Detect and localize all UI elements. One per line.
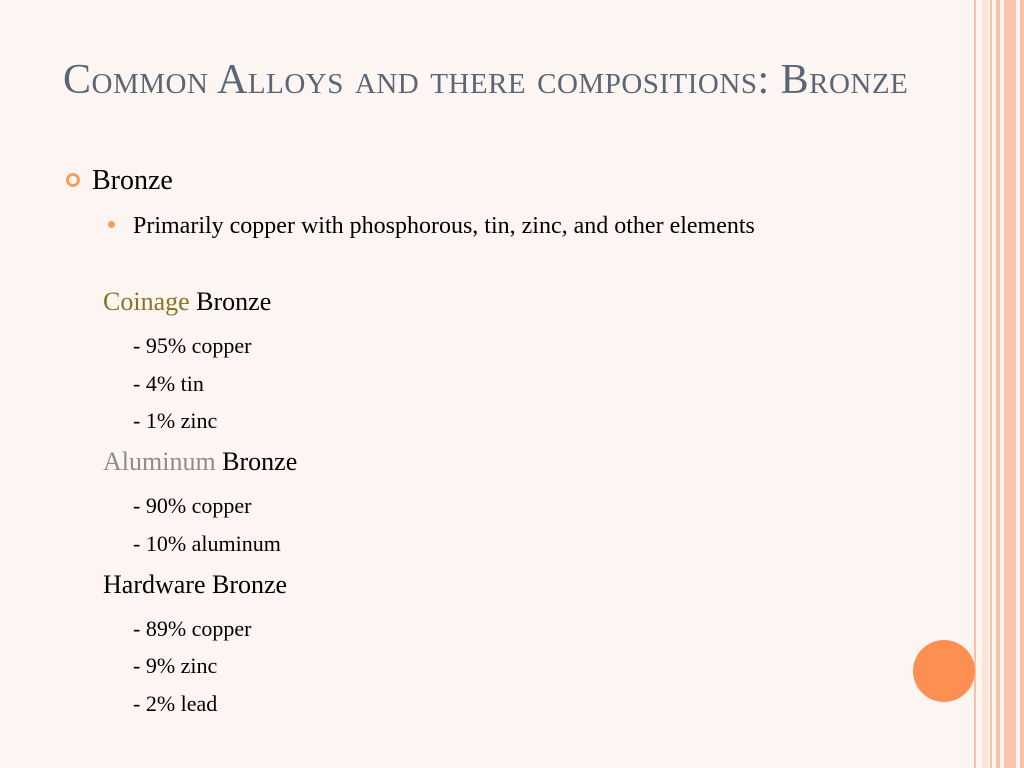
bullet-bronze: Bronze: [92, 165, 173, 196]
component-line: - 10% aluminum: [133, 531, 281, 556]
ring-bullet-icon: [66, 173, 80, 187]
component-line: - 4% tin: [133, 371, 204, 396]
alloy-heading-hardware: Hardware Bronze: [103, 570, 288, 599]
alloy-name-prefix: Coinage: [103, 287, 190, 316]
component-line: - 9% zinc: [133, 653, 218, 678]
component-line: - 1% zinc: [133, 408, 218, 433]
alloy-name-prefix: Aluminum: [103, 447, 216, 476]
component-line: - 95% copper: [133, 333, 252, 358]
dot-bullet-icon: [108, 221, 115, 228]
slide-title: Common Alloys and there compositions: Bronze: [63, 57, 909, 103]
alloy-name-suffix: Bronze: [196, 287, 272, 316]
component-line: - 90% copper: [133, 493, 252, 518]
decorative-circle: [913, 640, 975, 702]
sub-bullet: Primarily copper with phosphorous, tin, zinc, and other elements: [133, 213, 755, 239]
alloy-heading-coinage: [103, 285, 271, 319]
alloy-heading-aluminum: [103, 445, 297, 479]
component-line: - 2% lead: [133, 691, 218, 716]
alloy-name-suffix: Bronze: [222, 447, 298, 476]
component-line: - 89% copper: [133, 616, 252, 641]
